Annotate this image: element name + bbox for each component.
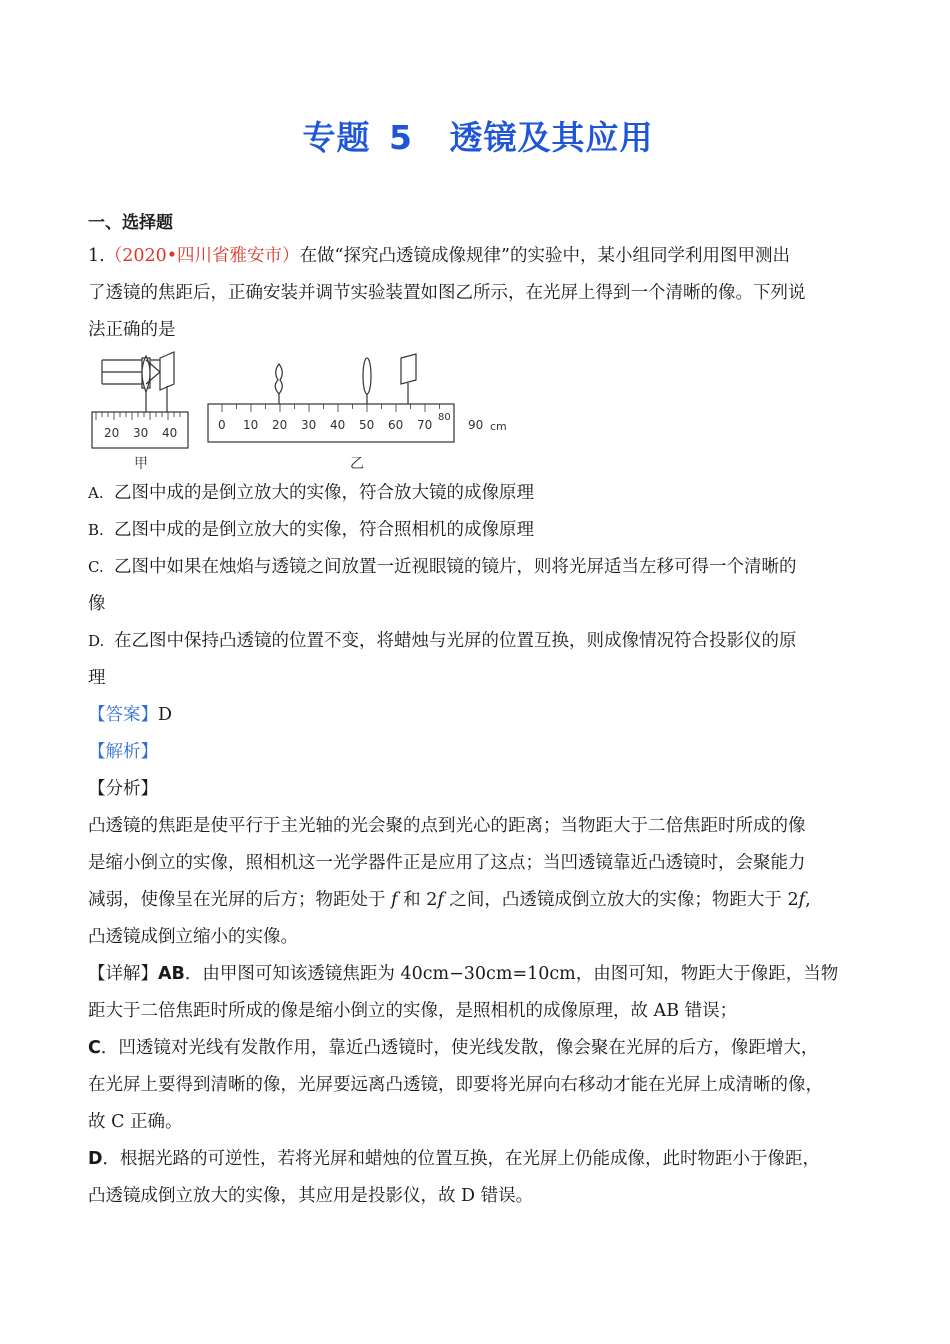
detail-ab-1: 【详解】AB．由甲图可知该透镜焦距为 40cm−30cm=10cm，由图可知，物距大于像距，当物 <box>88 964 839 984</box>
detail-d-1: D．根据光路的可逆性，若将光屏和蜡烛的位置互换，在光屏上仍能成像，此时物距小于像距， <box>88 1149 821 1169</box>
jia-tick-30: 30 <box>133 426 149 440</box>
question-source: （2020•四川省雅安市） <box>104 246 300 266</box>
jia-tick-40: 40 <box>162 426 178 440</box>
detail-tag: 【详解】 <box>88 964 158 984</box>
experiment-figure <box>88 350 528 480</box>
fenxi-tag: 【分析】 <box>88 779 158 799</box>
title-main: 专题 <box>302 118 371 157</box>
yi-tick-80: 80 <box>438 412 451 423</box>
stem-line-1: 在做“探究凸透镜成像规律”的实验中，某小组同学利用图甲测出 <box>299 246 790 266</box>
option-b: B. 乙图中成的是倒立放大的实像，符合照相机的成像原理 <box>88 520 534 540</box>
yi-unit: cm <box>490 420 507 433</box>
answer-line <box>88 697 868 734</box>
fenxi-line-2: 是缩小倒立的实像，照相机这一光学器件正是应用了这点；当凹透镜靠近凸透镜时，会聚能力 <box>88 853 806 873</box>
option-d-cont: 理 <box>88 668 106 688</box>
page-title <box>88 112 868 159</box>
answer-tag: 【答案】 <box>88 705 158 725</box>
jia-caption: 甲 <box>134 456 148 472</box>
light-screen <box>401 354 416 384</box>
yi-tick-0: 0 <box>218 418 226 432</box>
detail-ab-2: 距大于二倍焦距时所成的像是缩小倒立的实像，是照相机的成像原理，故 AB 错误； <box>88 1001 738 1021</box>
yi-tick-10: 10 <box>243 418 259 432</box>
fenxi-line-4: 凸透镜成倒立缩小的实像。 <box>88 927 298 947</box>
fenxi-line-1: 凸透镜的焦距是使平行于主光轴的光会聚的点到光心的距离；当物距大于二倍焦距时所成的像 <box>88 816 806 836</box>
fenxi-line-3: 减弱，使像呈在光屏的后方；物距处于 f 和 2f 之间，凸透镜成倒立放大的实像；物距大于 2f, <box>88 890 811 910</box>
option-d: D. 在乙图中保持凸透镜的位置不变，将蜡烛与光屏的位置互换，则成像情况符合投影仪的原 <box>88 631 797 651</box>
detail-c-1: C．凹透镜对光线有发散作用，靠近凸透镜时，使光线发散，像会聚在光屏的后方，像距增大， <box>88 1038 819 1058</box>
section-heading: 一、选择题 <box>88 213 173 233</box>
jia-tick-20: 20 <box>104 426 120 440</box>
detail-c-3: 故 C 正确。 <box>88 1112 183 1132</box>
options-list <box>88 475 868 1215</box>
title-number: 5 <box>389 118 413 157</box>
lens <box>363 358 371 394</box>
option-c: C. 乙图中如果在烛焰与透镜之间放置一近视眼镜的镜片，则将光屏适当左移可得一个清晰的 <box>88 557 797 577</box>
yi-tick-20: 20 <box>272 418 288 432</box>
option-c-cont: 像 <box>88 594 106 614</box>
yi-tick-50: 50 <box>359 418 375 432</box>
question-stem <box>88 238 868 349</box>
title-sub: 透镜及其应用 <box>449 118 654 157</box>
yi-tick-30: 30 <box>301 418 317 432</box>
option-a: A. 乙图中成的是倒立放大的实像，符合放大镜的成像原理 <box>88 483 534 503</box>
analysis-tag: 【解析】 <box>88 742 158 762</box>
yi-tick-90: 90 <box>468 418 484 432</box>
yi-tick-70: 70 <box>417 418 433 432</box>
question-number: 1. <box>88 246 105 266</box>
stem-line-3: 法正确的是 <box>88 320 176 340</box>
detail-d-2: 凸透镜成倒立放大的实像，其应用是投影仪，故 D 错误。 <box>88 1186 534 1206</box>
yi-tick-40: 40 <box>330 418 346 432</box>
yi-caption: 乙 <box>350 456 364 472</box>
candle-flame <box>275 364 282 394</box>
yi-tick-60: 60 <box>388 418 404 432</box>
answer-value: D <box>158 705 173 725</box>
stem-line-2: 了透镜的焦距后，正确安装并调节实验装置如图乙所示，在光屏上得到一个清晰的像。下列说 <box>88 283 806 303</box>
detail-c-2: 在光屏上要得到清晰的像，光屏要远离凸透镜，即要将光屏向右移动才能在光屏上成清晰的像， <box>88 1075 823 1095</box>
